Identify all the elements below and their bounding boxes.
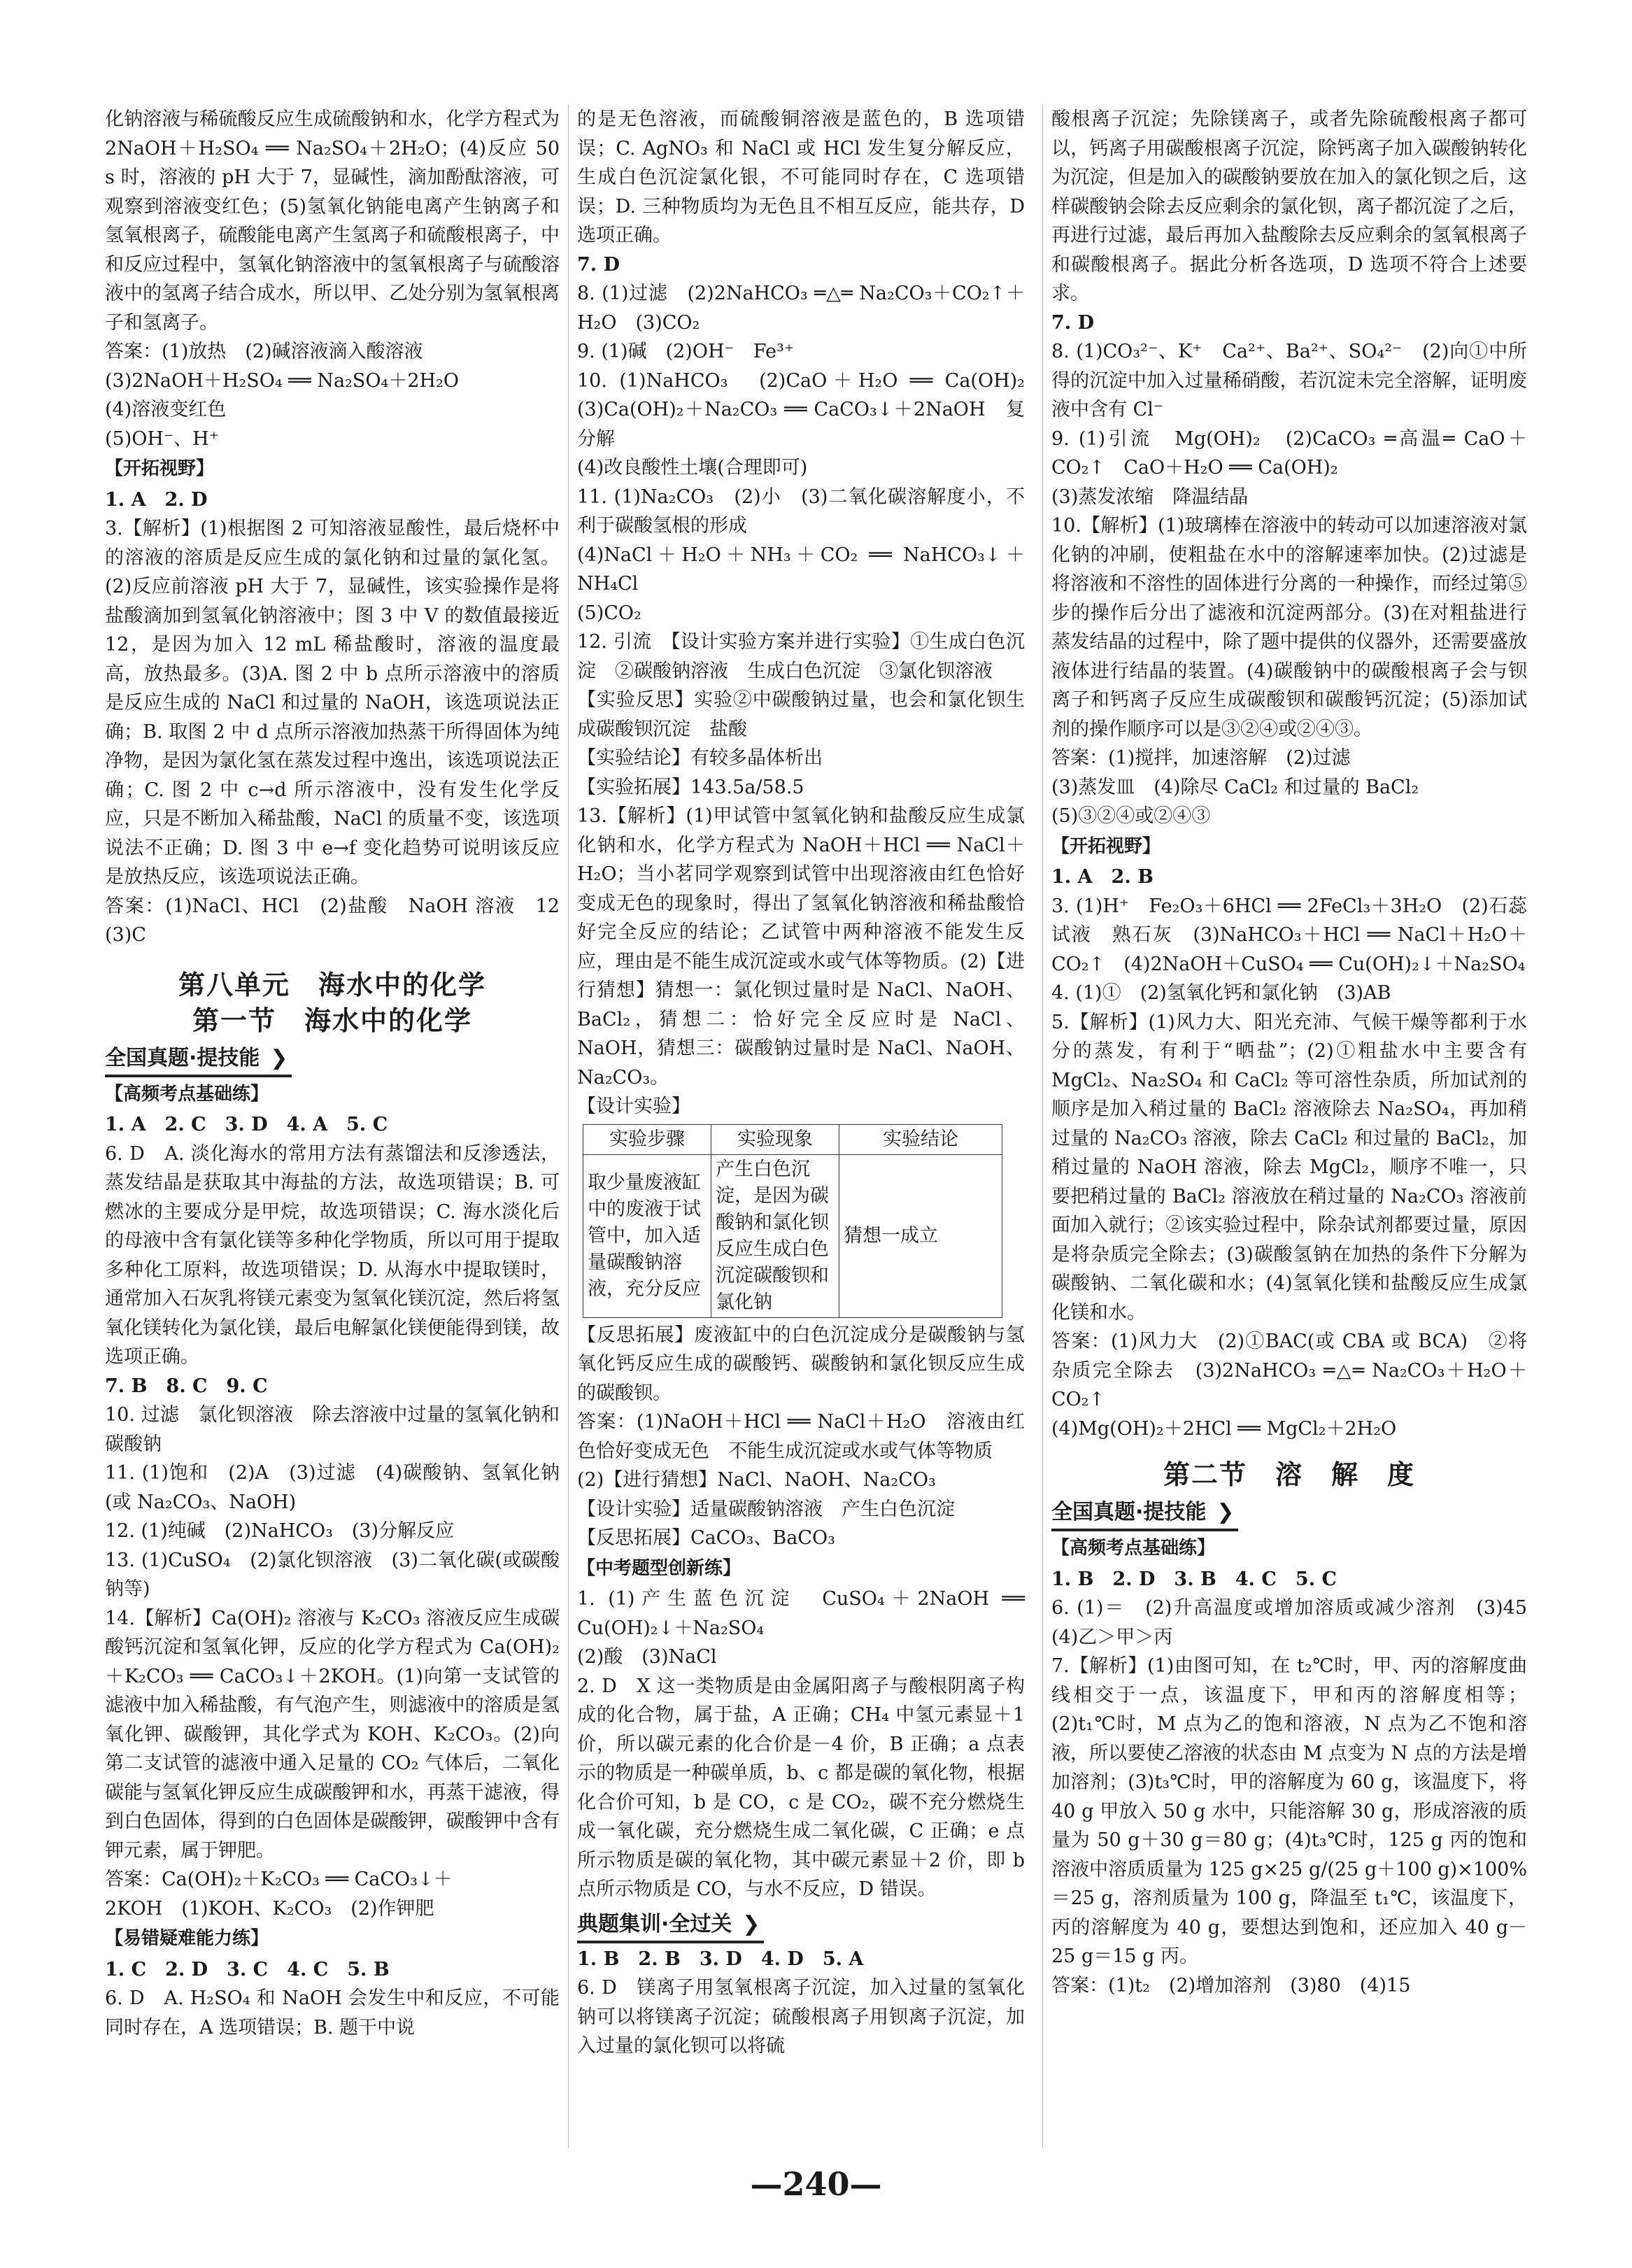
answer-text: 11. (1)饱和 (2)A (3)过滤 (4)碳酸钠、氢氧化钠(或 Na₂CO₃、NaOH) [105,1462,560,1513]
answer-line: 答案：(1)放热 (2)碱溶液滴入酸溶液 [105,341,423,362]
column-right [1042,105,1546,2148]
column-left [105,105,579,2148]
answer-line: 1. B 2. B 3. D 4. D 5. A [577,1948,864,1970]
answer-line: (3)蒸发皿 (4)除尽 CaCl₂ 和过量的 BaCl₂ [1051,776,1419,798]
answer-line: 【实验结论】有较多晶体析出 [577,747,823,769]
answer-text: 6. D 镁离子用氢氧根离子沉淀，加入过量的氢氧化钠可以将镁离子沉淀；硫酸根离子用钡离子沉淀，加入过量的氯化钡可以将硫 [577,1977,1025,2057]
chevron-right-icon: ❯ [742,1911,760,1936]
answer-line: 【实验拓展】143.5a/58.5 [577,776,804,798]
answer-text: 6. (1)＝ (2)升高温度或增加溶质或减少溶剂 (3)45 (4)乙＞甲＞丙 [1051,1597,1546,1648]
answer-line: 7. B 8. C 9. C [105,1375,268,1397]
answer-text: 13. (1)CuSO₄ (2)氯化钡溶液 (3)二氧化碳(或碳酸钠等) [105,1549,560,1600]
answer-text: 3. (1)H⁺ Fe₂O₃＋6HCl ══ 2FeCl₃＋3H₂O (2)石蕊试液 熟石灰 (3)NaHCO₃＋HCl ══ NaCl＋H₂O＋CO₂↑ (4)2NaOH＋CuSO₄ ══ Cu(OH)₂↓＋Na₂SO₄ [1051,895,1527,975]
answer-text: 的是无色溶液，而硫酸铜溶液是蓝色的，B 选项错误；C. AgNO₃ 和 NaCl 或 HCl 发生复分解反应，生成白色沉淀氯化银，不可能同时存在，C 选项错误；D. 三种物质均为无色且不相互反应，能共存，D 选项正确。 [577,108,1025,246]
answer-text: 10. 过滤 氯化钡溶液 除去溶液中过量的氢氧化钠和碳酸钠 [105,1404,560,1455]
answer-line: (4)溶液变红色 [105,399,227,420]
answer-line: 答案：(1)NaCl、HCl (2)盐酸 NaOH 溶液 12 (3)C [105,895,579,946]
answer-line: (2)酸 (3)NaCl [577,1646,717,1668]
answer-line: 1. A 2. B [1051,866,1154,888]
answer-line: 7. D [1051,311,1095,334]
section-label: 【高频考点基础练】 [1051,1538,1216,1559]
table-row [583,1154,1002,1317]
section-label: 【易错疑难能力练】 [105,1928,269,1949]
answer-text: 【反思拓展】废液缸中的白色沉淀成分是碳酸钠与氢氧化钙反应生成的碳酸钙、碳酸钠和氯化钡反应生成的碳酸钡。 [577,1324,1025,1404]
section-title: 第一节 海水中的化学 [192,1004,472,1036]
answer-line: 1. C 2. D 3. C 4. C 5. B [105,1958,390,1980]
answer-line: (5)③②④或②④③ [1051,805,1211,827]
answer-line: (4)改良酸性土壤(合理即可) [577,457,808,479]
banner-label: 全国真题·提技能 [105,1045,260,1070]
table-header: 实验现象 [711,1124,839,1154]
section-title: 第二节 溶 解 度 [1163,1459,1415,1490]
section-label: 【中考题型创新练】 [577,1557,742,1579]
answer-line: 答案：(1)搅拌，加速溶解 (2)过滤 [1051,747,1351,769]
answer-text: 10.【解析】(1)玻璃棒在溶液中的转动可以加速溶液对氯化钠的冲刷，使粗盐在水中的溶解速率加快。(2)过滤是将溶液和不溶性的固体进行分离的一种操作，而经过第⑤步的操作后分出了滤液和沉淀两部分。(3)在对粗盐进行蒸发结晶的过程中，除了题中提供的仪器外，还需要盛放液体进行结晶的装置。(4)碳酸钠中的碳酸根离子会与钡离子和钙离子反应生成碳酸钡和碳酸钙沉淀；(5)添加试剂的操作顺序可以是③②④或②④③。 [1051,515,1527,740]
section-banner [577,1908,764,1943]
answer-line: 【设计实验】适量碳酸钠溶液 产生白色沉淀 [577,1498,955,1520]
banner-label: 典题集训·全过关 [577,1911,732,1936]
answer-line: (4)Mg(OH)₂＋2HCl ══ MgCl₂＋2H₂O [1051,1417,1397,1440]
answer-text: 3.【解析】(1)根据图 2 可知溶液显酸性，最后烧杯中的溶液的溶质是反应生成的氯化钠和过量的氯化氢。(2)反应前溶液 pH 大于 7，显碱性，该实验操作是将盐酸滴加到氢氧化钠溶液中；图 3 中 V 的数值最接近 12，是因为加入 12 mL 稀盐酸时，溶液的温度最高，放热最多。(3)A. 图 2 中 b 点所示溶液中的溶质是反应生成的 NaCl 和过量的 NaOH，该选项说法正确；B. 取图 2 中 d 点所示溶液加热蒸干所得固体为纯净物，是因为氯化氢在蒸发过程中逸出，该选项说法正确；C. 图 2 中 c→d 所示溶液中，没有发生化学反应，只是不断加入稀盐酸，NaCl 的质量不变，该选项说法不正确；D. 图 3 中 e→f 变化趋势可说明该反应是放热反应，该选项说法正确。 [105,518,560,888]
answer-text: 答案：(1)风力大 (2)①BAC(或 CBA 或 BCA) ②将杂质完全除去 (3)2NaHCO₃ ═△═ Na₂CO₃＋H₂O＋CO₂↑ [1051,1331,1527,1410]
table-header-row [583,1124,1002,1154]
chevron-right-icon: ❯ [1216,1500,1235,1524]
answer-text: 2. D X 这一类物质是由金属阳离子与酸根阴离子构成的化合物，属于盐，A 正确；CH₄ 中氢元素显＋1 价，所以碳元素的化合价是－4 价，B 正确；a 点表示的物质是一种碳单质，b、c 都是碳的氧化物，根据化合价可知，b 是 CO，c 是 CO₂，碳不充分燃烧生成一氧化碳，充分燃烧生成二氧化碳，C 正确；e 点所示物质是碳的氧化物，其中碳元素显＋2 价，即 b 点所示物质是 CO，与水不反应，D 错误。 [577,1675,1025,1900]
answer-line: 答案：(1)t₂ (2)增加溶剂 (3)80 (4)15 [1051,1974,1411,1997]
answer-line: (4)NaCl＋H₂O＋NH₃＋CO₂ ══ NaHCO₃↓＋NH₄Cl [577,544,1025,595]
answer-line: (3)2NaOH＋H₂SO₄ ══ Na₂SO₄＋2H₂O [105,369,460,392]
answer-line: 【反思拓展】CaCO₃、BaCO₃ [577,1527,835,1549]
answer-text: 14.【解析】Ca(OH)₂ 溶液与 K₂CO₃ 溶液反应生成碳酸钙沉淀和氢氧化钾，反应的化学方程式为 Ca(OH)₂＋K₂CO₃ ══ CaCO₃↓＋2KOH。(1)向第一支试管的滤液中加入稀盐酸，有气泡产生，则滤液中的溶质是氢氧化钾、碳酸钾，其化学式为 KOH、K₂CO₃。(2)向第二支试管的滤液中通入足量的 CO₂ 气体后，二氧化碳能与氢氧化钾反应生成碳酸钾和水，再蒸干滤液，得到白色固体，得到的白色固体是碳酸钾，碳酸钾中含有钾元素，属于钾肥。 [105,1607,560,1862]
answer-text: 答案：(1)NaOH＋HCl ══ NaCl＋H₂O 溶液由红色恰好变成无色 不能生成沉淀或水或气体等物质 [577,1411,1025,1462]
table-header: 实验步骤 [583,1124,711,1154]
answer-text: 1. (1)产生蓝色沉淀 CuSO₄＋2NaOH ══ Cu(OH)₂↓＋Na₂SO₄ [577,1588,1025,1639]
unit-title: 第八单元 海水中的化学 [178,968,486,1000]
section-banner [105,1042,292,1077]
answer-text: 化钠溶液与稀硫酸反应生成硫酸钠和水，化学方程式为 2NaOH＋H₂SO₄ ══ Na₂SO₄＋2H₂O；(4)反应 50 s 时，溶液的 pH 大于 7，显碱性，滴加酚酞溶液，可观察到溶液变红色；(5)氢氧化钠能电离产生钠离子和氢氧根离子，硫酸能电离产生氢离子和硫酸根离子，中和反应过程中，氢氧化钠溶液中的氢氧根离子与硫酸溶液中的氢离子结合成水，所以甲、乙处分别为氢氧根离子和氢离子。 [105,108,560,334]
answer-page [105,105,1546,2148]
answer-text: 9. (1)引流 Mg(OH)₂ (2)CaCO₃ ═高温═ CaO＋CO₂↑ CaO＋H₂O ══ Ca(OH)₂ [1051,427,1527,479]
answer-line: (2)【进行猜想】NaCl、NaOH、Na₂CO₃ [577,1469,936,1491]
answer-text: 12. 引流 【设计实验方案并进行实验】①生成白色沉淀 ②碳酸钠溶液 生成白色沉淀 ③氯化钡溶液 [577,631,1025,682]
answer-line: 1. B 2. D 3. B 4. C 5. C [1051,1568,1337,1590]
table-cell: 产生白色沉淀，是因为碳酸钠和氯化钡反应生成白色沉淀碳酸钡和氯化钠 [711,1154,839,1317]
section-banner [1051,1496,1238,1531]
answer-text: 13.【解析】(1)甲试管中氢氧化钠和盐酸反应生成氯化钠和水，化学方程式为 NaOH＋HCl ══ NaCl＋H₂O；当小茗同学观察到试管中出现溶液由红色恰好变成无色的现象时，得出了氢氧化钠溶液和稀盐酸恰好完全反应的结论；乙试管中两种溶液不能发生反应，理由是不能生成沉淀或水或气体等物质。(2)【进行猜想】猜想一：氯化钡过量时是 NaCl、NaOH、BaCl₂，猜想二：恰好完全反应时是 NaCl、NaOH，猜想三：碳酸钠过量时是 NaCl、NaOH、Na₂CO₃。 [577,805,1025,1089]
answer-line: 答案：Ca(OH)₂＋K₂CO₃ ══ CaCO₃↓＋ [105,1869,453,1890]
answer-text: 12. (1)纯碱 (2)NaHCO₃ (3)分解反应 [105,1520,455,1542]
chevron-right-icon: ❯ [270,1045,288,1070]
section-label: 【开拓视野】 [105,458,215,479]
column-middle [568,105,1044,2148]
section-label: 【开拓视野】 [1051,835,1161,857]
answer-line: 【设计实验】 [577,1096,690,1117]
answer-line: 9. (1)碱 (2)OH⁻ Fe³⁺ [577,341,795,362]
table-cell: 取少量废液缸中的废液于试管中，加入适量碳酸钠溶液，充分反应 [583,1154,711,1317]
answer-text: 5.【解析】(1)风力大、阳光充沛、气候干燥等都利于水分的蒸发，有利于“晒盐”；(2)①粗盐水中主要含有 MgCl₂、Na₂SO₄ 和 CaCl₂ 等可溶性杂质，所加试剂的顺序是加入稍过量的 BaCl₂ 溶液除去 Na₂SO₄，再加稍过量的 Na₂CO₃ 溶液，除去 CaCl₂ 和过量的 BaCl₂，加稍过量的 NaOH 溶液，除去 MgCl₂，顺序不唯一，只要把稍过量的 BaCl₂ 溶液放在稍过量的 Na₂CO₃ 溶液前面加入就行；②该实验过程中，除杂试剂都要过量，原因是将杂质完全除去；(3)碳酸氢钠在加热的条件下分解为碳酸钠、二氧化碳和水；(4)氢氧化镁和盐酸反应生成氯化镁和水。 [1051,1011,1527,1324]
answer-line: 7. D [577,253,620,276]
answer-line: 1. A 2. D [105,488,208,511]
answer-text: 10. (1)NaHCO₃ (2)CaO＋H₂O ══ Ca(OH)₂ (3)Ca(OH)₂＋Na₂CO₃ ══ CaCO₃↓＋2NaOH 复分解 [577,369,1044,450]
answer-line: 1. A 2. C 3. D 4. A 5. C [105,1114,388,1135]
answer-text: 8. (1)CO₃²⁻、K⁺ Ca²⁺、Ba²⁺、SO₄²⁻ (2)向①中所得的沉淀中加入过量稀硝酸，若沉淀未完全溶解，证明废液中含有 Cl⁻ [1051,341,1527,420]
table-cell: 猜想一成立 [839,1154,1002,1317]
answer-line: (3)蒸发浓缩 降温结晶 [1051,486,1249,508]
answer-line: 2KOH (1)KOH、K₂CO₃ (2)作钾肥 [105,1897,434,1920]
answer-text: 8. (1)过滤 (2)2NaHCO₃ ═△═ Na₂CO₃＋CO₂↑＋H₂O (3)CO₂ [577,283,1025,334]
banner-label: 全国真题·提技能 [1051,1500,1207,1524]
answer-line: 4. (1)① (2)氢氧化钙和氯化钠 (3)AB [1051,982,1391,1004]
experiment-table [583,1124,1002,1318]
answer-text: 6. D A. 淡化海水的常用方法有蒸馏法和反渗透法，蒸发结晶是获取其中海盐的方法，故选项错误；B. 可燃冰的主要成分是甲烷，故选项错误；C. 海水淡化后的母液中含有氯化镁等多种化学物质，所以可用于提取多种化工原料，故选项错误；D. 从海水中提取镁时，通常加入石灰乳将镁元素变为氢氧化镁沉淀，然后将氢氧化镁转化为氯化镁，最后电解氯化镁便能得到镁，故选项正确。 [105,1142,560,1368]
answer-text: 【实验反思】实验②中碳酸钠过量，也会和氯化钡生成碳酸钡沉淀 盐酸 [577,689,1025,740]
answer-text: 7.【解析】(1)由图可知，在 t₂℃时，甲、丙的溶解度曲线相交于一点，该温度下，甲和丙的溶解度相等；(2)t₁℃时，M 点为乙的饱和溶液，N 点为乙不饱和溶液，所以要使乙溶液的状态由 M 点变为 N 点的方法是增加溶剂；(3)t₃℃时，甲的溶解度为 60 g，该温度下，将 40 g 甲放入 50 g 水中，只能溶解 30 g，形成溶液的质量为 50 g＋30 g＝80 g；(4)t₃℃时，125 g 丙的饱和溶液中溶质质量为 125 g×25 g/(25 g＋100 g)×100%＝25 g，溶剂质量为 100 g，降温至 t₁℃，该温度下，丙的溶解度为 40 g，要想达到饱和，还应加入 40 g－25 g＝15 g 丙。 [1051,1655,1527,1967]
table-header: 实验结论 [839,1124,1002,1154]
answer-line: (5)CO₂ [577,602,641,624]
page-number: —240— [750,2165,882,2203]
section-label: 【高频考点基础练】 [105,1083,269,1105]
answer-line: (5)OH⁻、H⁺ [105,427,219,450]
answer-text: 酸根离子沉淀；先除镁离子，或者先除硫酸根离子都可以，钙离子用碳酸根离子沉淀，除钙离子加入碳酸钠转化为沉淀，但是加入的碳酸钠要放在加入的氯化钡之后，这样碳酸钠会除去反应剩余的氯化钡，离子都沉淀了之后，再进行过滤，最后再加入盐酸除去反应剩余的氢氧根离子和碳酸根离子。据此分析各选项，D 选项不符合上述要求。 [1051,108,1527,304]
answer-text: 6. D A. H₂SO₄ 和 NaOH 会发生中和反应，不可能同时存在，A 选项错误；B. 题干中说 [105,1987,560,2039]
answer-text: 11. (1)Na₂CO₃ (2)小 (3)二氧化碳溶解度小，不利于碳酸氢根的形成 [577,486,1025,537]
